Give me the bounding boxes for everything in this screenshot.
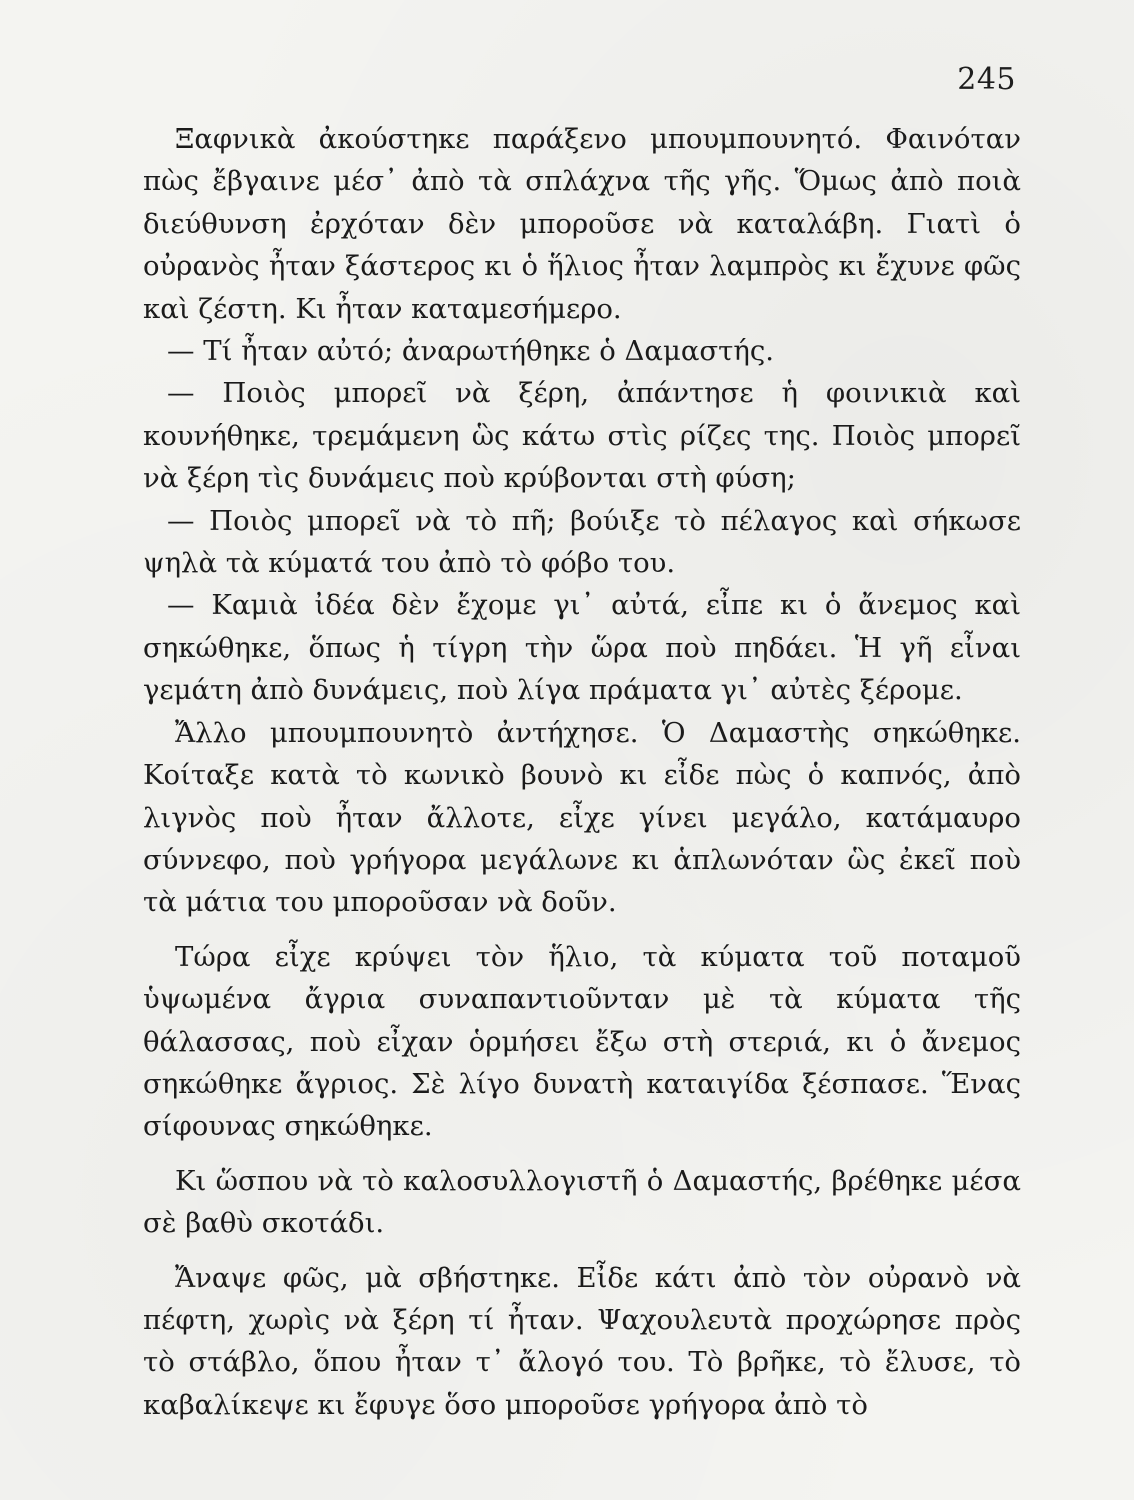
paragraph-7: Τώρα εἶχε κρύψει τὸν ἥλιο, τὰ κύματα τοῦ ποταμοῦ ὑψωμένα ἄγρια συναπαντιοῦνταν μὲ τὰ κύματα τῆς θάλασσας, ποὺ εἶχαν ὁρμήσει ἔξω στὴ στεριά, κι ὁ ἄνεμος σηκώθηκε ἄγριος. Σὲ λίγο δυνατὴ καταιγίδα ξέσπασε. Ἕνας σίφουνας σηκώθηκε. [143, 940, 1021, 1143]
page-number: 245 [957, 62, 1016, 97]
paragraph-2-dialogue: — Τί ἦταν αὐτό; ἀναρωτήθηκε ὁ Δαμαστής. [167, 335, 775, 368]
paragraph-6: Ἄλλο μπουμπουνητὸ ἀντήχησε. Ὁ Δαμαστὴς σηκώθηκε. Κοίταξε κατὰ τὸ κωνικὸ βουνὸ κι εἶδε πὼς ὁ καπνός, ἀπὸ λιγνὸς ποὺ ἦταν ἄλλοτε, εἶχε γίνει μεγάλο, κατάμαυρο σύννεφο, ποὺ γρήγορα μεγάλωνε κι ἁπλωνόταν ὣς ἐκεῖ ποὺ τὰ μάτια του μποροῦσαν νὰ δοῦν. [143, 716, 1021, 919]
body-text [143, 118, 1021, 1426]
paragraph-9: Ἄναψε φῶς, μὰ σβήστηκε. Εἶδε κάτι ἀπὸ τὸν οὐρανὸ νὰ πέφτη, χωρὶς νὰ ξέρη τί ἦταν. Ψαχουλευτὰ προχώρησε πρὸς τὸ στάβλο, ὅπου ἦταν τ᾽ ἄλογό του. Τὸ βρῆκε, τὸ ἔλυσε, τὸ καβαλίκεψε κι ἔφυγε ὅσο μποροῦσε γρήγορα ἀπὸ τὸ [143, 1261, 1021, 1421]
paragraph-5-dialogue: — Καμιὰ ἰδέα δὲν ἔχομε γι᾽ αὐτά, εἶπε κι ὁ ἄνεμος καὶ σηκώθηκε, ὅπως ἡ τίγρη τὴν ὥρα ποὺ πηδάει. Ἡ γῆ εἶναι γεμάτη ἀπὸ δυνάμεις, ποὺ λίγα πράματα γι᾽ αὐτὲς ξέρομε. [143, 589, 1021, 707]
paragraph-3-dialogue: — Ποιὸς μπορεῖ νὰ ξέρη, ἀπάντησε ἡ φοινικιὰ καὶ κουνήθηκε, τρεμάμενη ὣς κάτω στὶς ρίζες της. Ποιὸς μπορεῖ νὰ ξέρη τὶς δυνάμεις ποὺ κρύβονται στὴ φύση; [143, 377, 1021, 495]
paragraph-4-dialogue: — Ποιὸς μπορεῖ νὰ τὸ πῆ; βούιξε τὸ πέλαγος καὶ σήκωσε ψηλὰ τὰ κύματά του ἀπὸ τὸ φόβο του. [143, 504, 1021, 580]
paragraph-1: Ξαφνικὰ ἀκούστηκε παράξενο μπουμπουνητό. Φαινόταν πὼς ἔβγαινε μέσ᾽ ἀπὸ τὰ σπλάχνα τῆς γῆς. Ὅμως ἀπὸ ποιὰ διεύθυνση ἐρχόταν δὲν μποροῦσε νὰ καταλάβη. Γιατὶ ὁ οὐρανὸς ἦταν ξάστερος κι ὁ ἥλιος ἦταν λαμπρὸς κι ἔχυνε φῶς καὶ ζέστη. Κι ἦταν καταμεσήμερο. [143, 123, 1021, 325]
paragraph-8: Κι ὥσπου νὰ τὸ καλοσυλλογιστῆ ὁ Δαμαστής, βρέθηκε μέσα σὲ βαθὺ σκοτάδι. [143, 1164, 1021, 1240]
